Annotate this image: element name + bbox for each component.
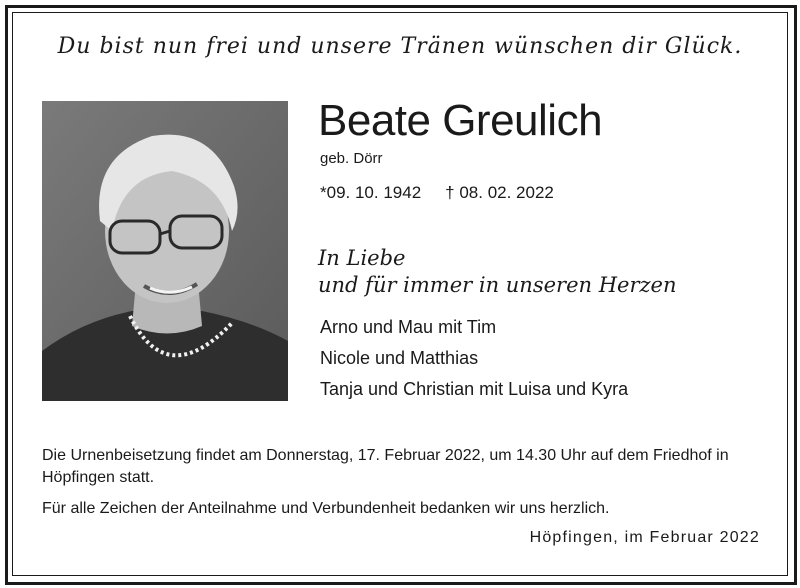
life-dates — [320, 183, 554, 203]
love-line-2: und für immer in unseren Herzen — [318, 273, 677, 297]
love-dedication — [318, 245, 677, 299]
thanks-text: Für alle Zeichen der Anteilnahme und Verbundenheit bedanken wir uns herzlich. — [42, 500, 610, 517]
birth-name: geb. Dörr — [320, 150, 383, 167]
place-date: Höpfingen, im Februar 2022 — [529, 529, 760, 546]
motto-text: Du bist nun frei und unsere Tränen wünschen dir Glück. — [57, 34, 743, 59]
mourner-line: Tanja und Christian mit Luisa und Kyra — [320, 379, 629, 399]
burial-notice: Die Urnenbeisetzung findet am Donnerstag, 17. Februar 2022, um 14.30 Uhr auf dem Friedhof in Höpfingen statt. — [42, 447, 729, 486]
love-line-1: In Liebe — [318, 246, 406, 270]
mourner-line: Arno und Mau mit Tim — [320, 317, 497, 337]
birth-date: *09. 10. 1942 — [320, 183, 422, 202]
portrait-photo — [42, 101, 288, 401]
deceased-name: Beate Greulich — [318, 96, 603, 145]
mourner-line: Nicole und Matthias — [320, 348, 479, 368]
death-date: † 08. 02. 2022 — [445, 183, 554, 202]
mourners-list — [320, 312, 628, 405]
